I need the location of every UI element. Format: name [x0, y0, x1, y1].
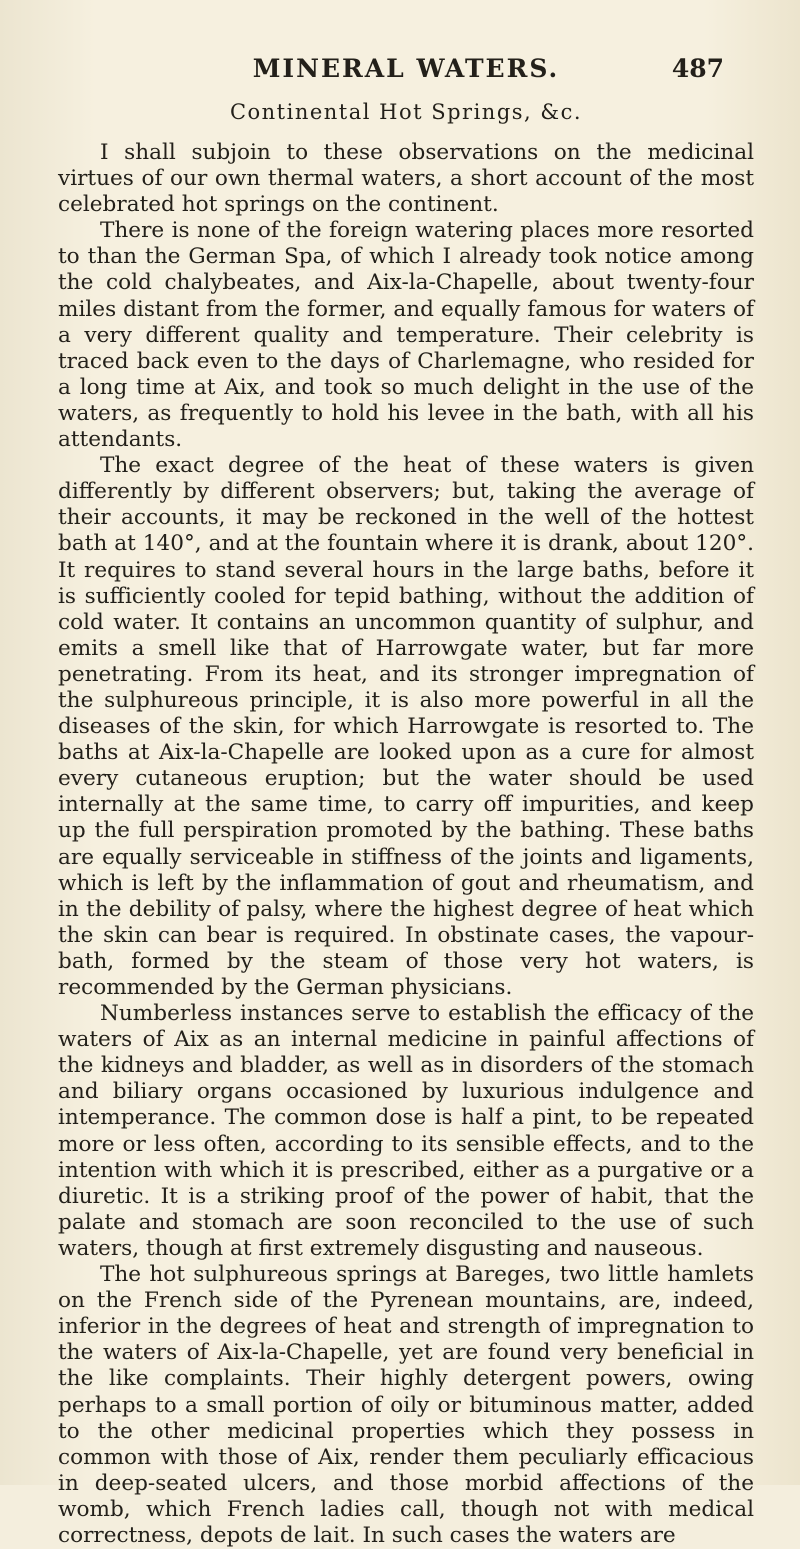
paragraph: There is none of the foreign watering places more resorted to than the German Spa, of which I already took notice among the cold chalybeates, and Aix-la-Chapelle, about twenty-four miles distant from the former, and equally famous for waters of a very different quality and temperature. Their celebrity is traced back even to the days of Charlemagne, who resided for a long time at Aix, and took so much delight in the use of the waters, as frequently to hold his levee in the bath, with all his attendants.: [58, 218, 754, 453]
section-title: Continental Hot Springs, &c.: [229, 100, 583, 124]
body-text: [58, 140, 754, 1549]
paragraph: Numberless instances serve to establish the efficacy of the waters of Aix as an internal medicine in painful affections of the kidneys and bladder, as well as in disorders of the stomach and biliary organs occasioned by luxurious indulgence and intemperance. The common dose is half a pint, to be repeated more or less often, according to its sensible effects, and to the intention with which it is prescribed, either as a purgative or a diuretic. It is a striking proof of the power of habit, that the palate and stomach are soon reconciled to the use of such waters, though at first extremely disgusting and nauseous.: [58, 1001, 754, 1261]
page-header: [58, 50, 754, 84]
paragraph: The exact degree of the heat of these waters is given differently by different observers; but, taking the average of their accounts, it may be reckoned in the well of the hottest bath at 140°, and at the fountain where it is drank, about 120°. It requires to stand several hours in the large baths, before it is sufficiently cooled for tepid bathing, without the addition of cold water. It contains an uncommon quantity of sulphur, and emits a smell like that of Harrowgate water, but far more penetrating. From its heat, and its stronger impregnation of the sulphureous principle, it is also more powerful in all the diseases of the skin, for which Harrowgate is resorted to. The baths at Aix-la-Chapelle are looked upon as a cure for almost every cutaneous eruption; but the water should be used internally at the same time, to carry off impurities, and keep up the full perspiration promoted by the bathing. These baths are equally serviceable in stiffness of the joints and ligaments, which is left by the inflammation of gout and rheumatism, and in the debility of palsy, where the highest degree of heat which the skin can bear is required. In obstinate cases, the vapour-bath, formed by the steam of those very hot waters, is recommended by the German physicians.: [58, 453, 754, 1000]
running-head: MINERAL WATERS.: [252, 54, 560, 83]
paragraph: I shall subjoin to these observations on the medicinal virtues of our own thermal waters, a short account of the most celebrated hot springs on the continent.: [58, 140, 754, 218]
paragraph: The hot sulphureous springs at Bareges, two little hamlets on the French side of the Pyrenean mountains, are, indeed, inferior in the degrees of heat and strength of impregnation to the waters of Aix-la-Chapelle, yet are found very beneficial in the like complaints. Their highly detergent powers, owing perhaps to a small portion of oily or bituminous matter, added to the other medicinal properties which they possess in common with those of Aix, render them peculiarly efficacious in deep-seated ulcers, and those morbid affections of the womb, which French ladies call, though not with medical correctness, depots de lait. In such cases the waters are: [58, 1262, 754, 1548]
page-number: 487: [671, 54, 724, 83]
